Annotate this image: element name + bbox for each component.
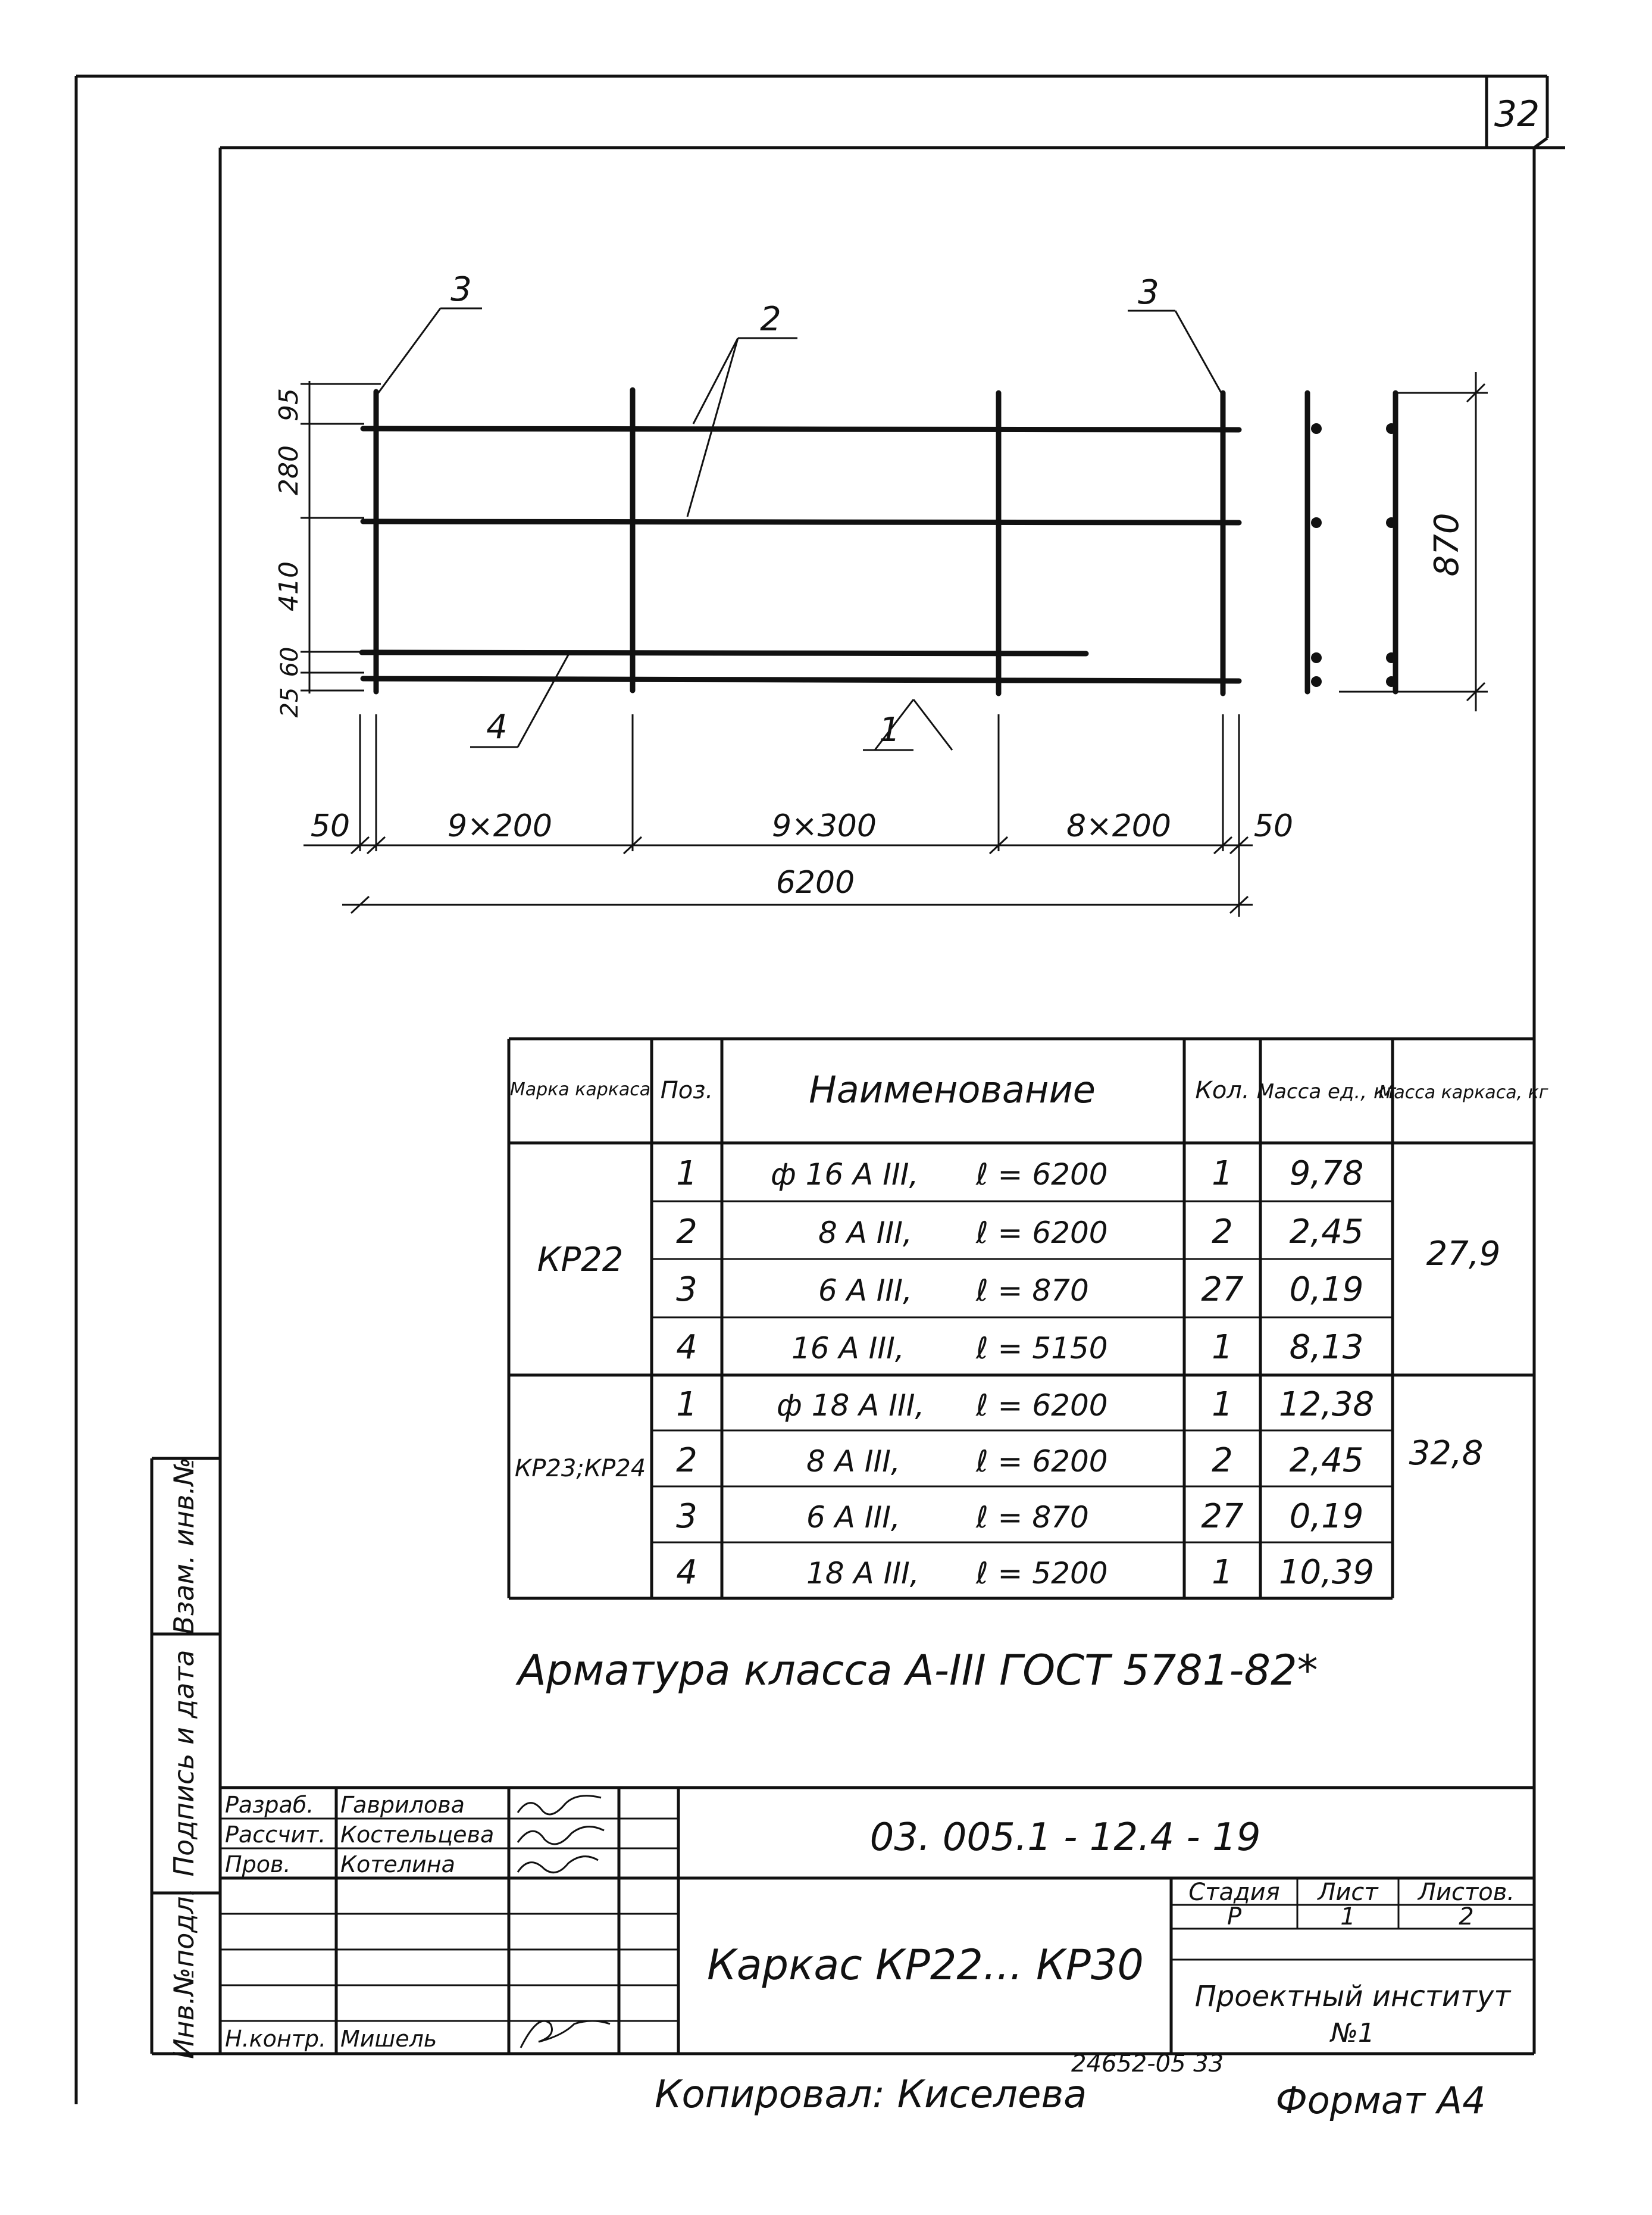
col-header-qty: Кол. xyxy=(1195,1077,1250,1104)
frame-mass-kr23-kr24: 32,8 xyxy=(1409,1434,1484,1473)
row-qty: 1 xyxy=(1212,1154,1233,1193)
col-header-pos: Поз. xyxy=(660,1077,714,1104)
rebar-pos1 xyxy=(363,679,1239,681)
role-norm-control: Н.контр. xyxy=(225,2026,327,2052)
row-qty: 1 xyxy=(1212,1553,1233,1592)
row-mass: 10,39 xyxy=(1278,1553,1375,1592)
row-length: ℓ = 6200 xyxy=(976,1388,1108,1423)
row-diameter: 16 А III, xyxy=(791,1331,905,1366)
row-pos: 4 xyxy=(676,1328,697,1367)
dim-95: 95 xyxy=(274,388,304,421)
role-developer: Разраб. xyxy=(225,1792,314,1818)
callout-2: 2 xyxy=(760,300,781,339)
rebar-frame-plan xyxy=(362,390,1239,693)
row-qty: 27 xyxy=(1201,1497,1244,1536)
callout-3-right: 3 xyxy=(1138,273,1159,312)
row-diameter: 18 А III, xyxy=(806,1556,919,1591)
name-norm-control: Мишель xyxy=(340,2026,437,2052)
row-length: ℓ = 6200 xyxy=(976,1157,1108,1192)
rebar-pos2-middle xyxy=(363,521,1239,523)
sheet-label: Лист xyxy=(1318,1879,1378,1906)
dim-8x200: 8×200 xyxy=(1066,808,1171,844)
rebar-pos4 xyxy=(362,652,1086,654)
row-diameter: ф 16 А III, xyxy=(771,1157,919,1192)
sheet-value: 1 xyxy=(1340,1903,1356,1930)
row-pos: 2 xyxy=(676,1441,697,1480)
dim-280: 280 xyxy=(274,445,304,495)
stage-value: Р xyxy=(1227,1903,1242,1930)
rebar-pos2-top xyxy=(363,429,1239,430)
signatures xyxy=(518,1796,610,2048)
row-mass: 12,38 xyxy=(1278,1385,1375,1424)
row-qty: 1 xyxy=(1212,1385,1233,1424)
dim-410: 410 xyxy=(274,561,304,611)
sheet-number: 32 xyxy=(1494,93,1540,135)
frame-mass-kr22: 27,9 xyxy=(1426,1235,1501,1273)
sheet-format: Формат А4 xyxy=(1275,2079,1486,2122)
dim-50-right: 50 xyxy=(1253,808,1294,844)
role-calculated: Рассчит. xyxy=(225,1822,326,1848)
name-checked: Котелина xyxy=(340,1851,455,1877)
row-length: ℓ = 6200 xyxy=(976,1216,1108,1250)
row-pos: 3 xyxy=(676,1497,697,1536)
inventory-number: 24652-05 33 xyxy=(1071,2050,1224,2077)
document-code: 03. 005.1 - 12.4 - 19 xyxy=(869,1816,1261,1860)
name-developer: Гаврилова xyxy=(340,1792,465,1818)
row-mass: 0,19 xyxy=(1289,1497,1364,1536)
row-mass: 9,78 xyxy=(1289,1154,1364,1193)
col-header-frame-mass: Масса каркаса, кг xyxy=(1378,1082,1548,1103)
dim-9x300: 9×300 xyxy=(772,808,877,844)
organization-number: №1 xyxy=(1331,2018,1375,2048)
row-length: ℓ = 6200 xyxy=(976,1444,1108,1479)
row-diameter: ф 18 А III, xyxy=(777,1388,925,1423)
dim-25: 25 xyxy=(276,687,304,718)
row-length: ℓ = 5150 xyxy=(976,1331,1108,1366)
row-pos: 4 xyxy=(676,1553,697,1592)
row-length: ℓ = 5200 xyxy=(976,1556,1108,1591)
drawing-title: Каркас КР22... КР30 xyxy=(707,1941,1144,1989)
frame-mark-kr22: КР22 xyxy=(537,1241,624,1279)
rebar-class-note: Арматура класса А-III ГОСТ 5781-82* xyxy=(518,1646,1318,1695)
row-qty: 2 xyxy=(1212,1213,1233,1251)
dim-50-left: 50 xyxy=(310,808,351,844)
row-qty: 1 xyxy=(1212,1328,1233,1367)
row-mass: 2,45 xyxy=(1289,1213,1364,1251)
organization: Проектный институт xyxy=(1194,1980,1511,2013)
row-pos: 2 xyxy=(676,1213,697,1251)
row-pos: 3 xyxy=(676,1270,697,1309)
row-length: ℓ = 870 xyxy=(976,1500,1089,1535)
frame-mark-kr23-kr24: КР23;КР24 xyxy=(514,1455,646,1482)
col-header-name: Наименование xyxy=(809,1068,1096,1111)
row-length: ℓ = 870 xyxy=(976,1273,1089,1308)
row-diameter: 6 А III, xyxy=(806,1500,900,1535)
row-qty: 27 xyxy=(1201,1270,1244,1309)
row-mass: 0,19 xyxy=(1289,1270,1364,1309)
copied-by: Копировал: Киселева xyxy=(655,2073,1087,2117)
row-pos: 1 xyxy=(676,1385,697,1424)
sheets-label: Листов. xyxy=(1418,1879,1515,1906)
row-diameter: 8 А III, xyxy=(806,1444,900,1479)
side-stamp-inventory: Инв.№подл. xyxy=(168,1887,200,2060)
row-mass: 8,13 xyxy=(1289,1328,1364,1367)
callouts xyxy=(376,308,1223,750)
dim-60: 60 xyxy=(276,646,304,677)
role-checked: Пров. xyxy=(225,1851,291,1877)
sheets-value: 2 xyxy=(1459,1903,1474,1930)
row-mass: 2,45 xyxy=(1289,1441,1364,1480)
stage-label: Стадия xyxy=(1188,1879,1280,1906)
callout-3-left: 3 xyxy=(450,270,472,309)
row-pos: 1 xyxy=(676,1154,697,1193)
row-diameter: 6 А III, xyxy=(818,1273,912,1308)
col-header-unit-mass: Масса ед., кг xyxy=(1256,1080,1397,1104)
side-stamp-replacement: Взам. инв.№ xyxy=(168,1457,200,1635)
callout-4: 4 xyxy=(486,708,508,746)
name-calculated: Костельцева xyxy=(340,1822,495,1848)
row-diameter: 8 А III, xyxy=(818,1216,912,1250)
section-dim-870: 870 xyxy=(1428,513,1466,577)
dim-6200: 6200 xyxy=(775,865,855,901)
side-stamp-signature-date: Подпись и дата xyxy=(168,1649,200,1877)
dim-9x200: 9×200 xyxy=(448,808,552,844)
callout-1: 1 xyxy=(879,711,900,749)
row-qty: 2 xyxy=(1212,1441,1233,1480)
col-header-mark: Марка каркаса xyxy=(509,1079,651,1100)
